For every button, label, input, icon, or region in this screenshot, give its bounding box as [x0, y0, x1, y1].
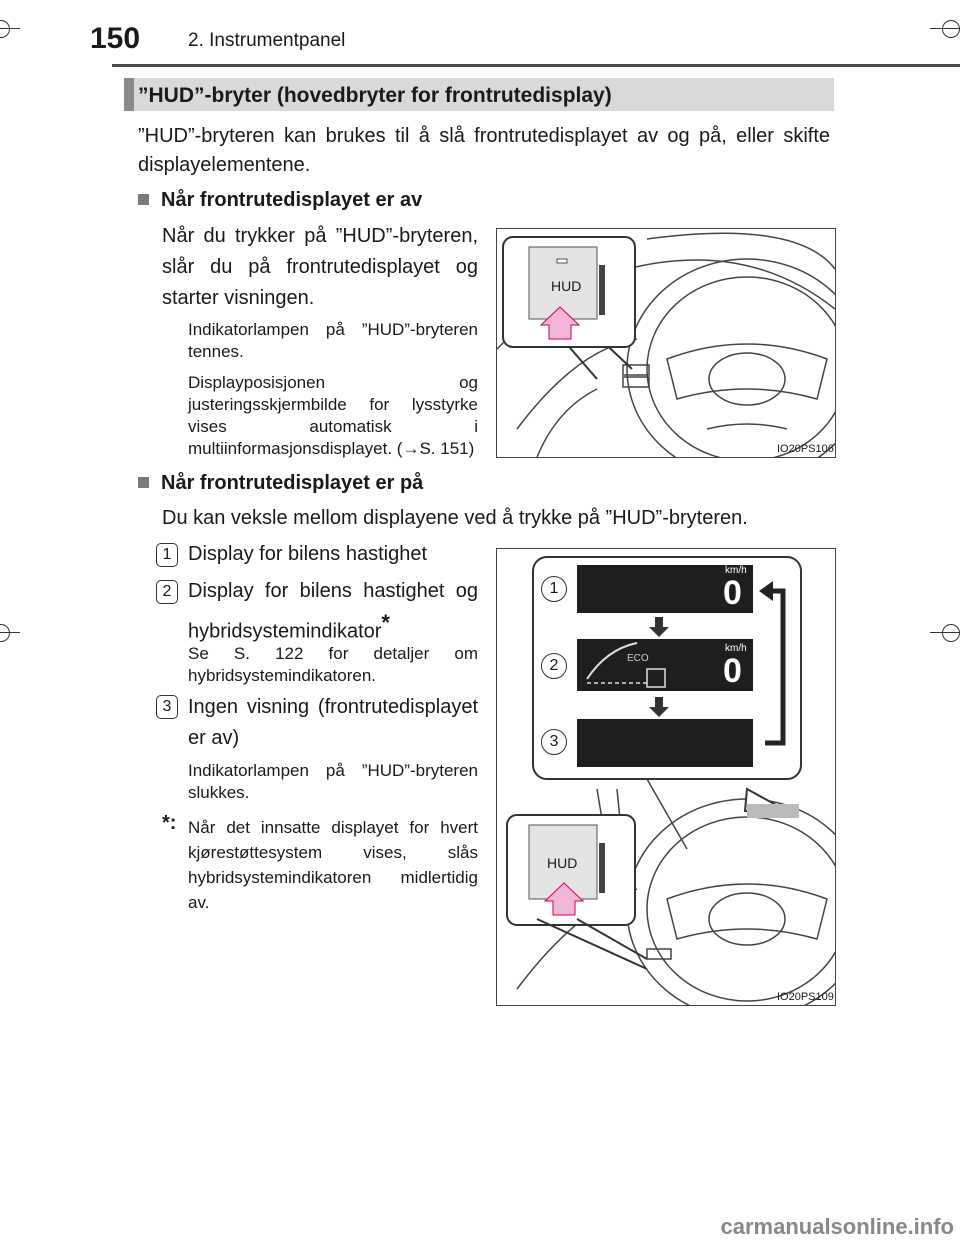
- speed-unit-1: km/h: [725, 565, 747, 576]
- item-2-note: Se S. 122 for detaljer om hybridsystemindikatoren.: [188, 644, 478, 685]
- chapter-title: 2. Instrumentpanel: [188, 30, 346, 51]
- hud-cycle-illustration: [497, 549, 835, 1005]
- off-state-text: Når du trykker på ”HUD”-bryteren, slår du på frontrutedisplayet og starter visningen.: [162, 225, 478, 309]
- item-number-2: 2: [156, 580, 178, 604]
- item-2-label: Display for bilens hastighet og hybridsystemindikator*: [188, 580, 478, 643]
- hud-button-label-2: HUD: [547, 855, 578, 871]
- step-marker-3: 3: [541, 729, 567, 755]
- off-state-note-2: Displayposisjonen og justeringsskjermbilde for lysstyrke vises automatisk i multiinformasjonsdisplayet. (→S. 151): [188, 373, 478, 458]
- step-marker-1: 1: [541, 576, 567, 602]
- square-bullet-icon: [138, 194, 149, 205]
- figure-code-2: IO20PS109: [777, 991, 834, 1003]
- header-rule: [112, 64, 960, 67]
- figure-hud-switch: [496, 228, 836, 458]
- speed-value-2: 0: [723, 652, 742, 690]
- off-state-note-1: Indikatorlampen på ”HUD”-bryteren tennes.: [188, 320, 478, 361]
- page-number: 150: [90, 22, 141, 55]
- asterisk-mark: *: [381, 610, 390, 635]
- hud-button-label: HUD: [551, 278, 582, 294]
- speed-unit-2: km/h: [725, 643, 747, 654]
- item-number-1: 1: [156, 543, 178, 567]
- on-state-text: Du kan veksle mellom displayene ved å trykke på ”HUD”-bryteren.: [162, 507, 748, 529]
- item-1-label: Display for bilens hastighet: [188, 543, 428, 565]
- item-3-label: Ingen visning (frontrutedisplayet er av): [188, 696, 478, 749]
- on-state-heading: Når frontrutedisplayet er på: [138, 472, 423, 495]
- footnote-mark: *:: [162, 812, 177, 834]
- steering-wheel-illustration: [497, 229, 835, 457]
- step-marker-2: 2: [541, 653, 567, 679]
- watermark: carmanualsonline.info: [720, 1214, 954, 1239]
- figure-hud-display-cycle: [496, 548, 836, 1006]
- speed-value-1: 0: [723, 574, 742, 612]
- off-state-heading: Når frontrutedisplayet er av: [138, 189, 422, 212]
- figure-code-1: IO20PS106: [777, 443, 834, 455]
- item-3-note: Indikatorlampen på ”HUD”-bryteren slukkes.: [188, 761, 478, 802]
- section-title: ”HUD”-bryter (hovedbryter for frontrutedisplay): [138, 84, 612, 107]
- item-number-3: 3: [156, 695, 178, 719]
- footnote-text: Når det innsatte displayet for hvert kjørestøttesystem vises, slås hybridsystemindikatoren midlertidig av.: [188, 818, 478, 912]
- square-bullet-icon: [138, 477, 149, 488]
- intro-text: ”HUD”-bryteren kan brukes til å slå frontrutedisplayet av og på, eller skifte displayelementene.: [138, 125, 830, 176]
- eco-label: ECO: [627, 653, 649, 664]
